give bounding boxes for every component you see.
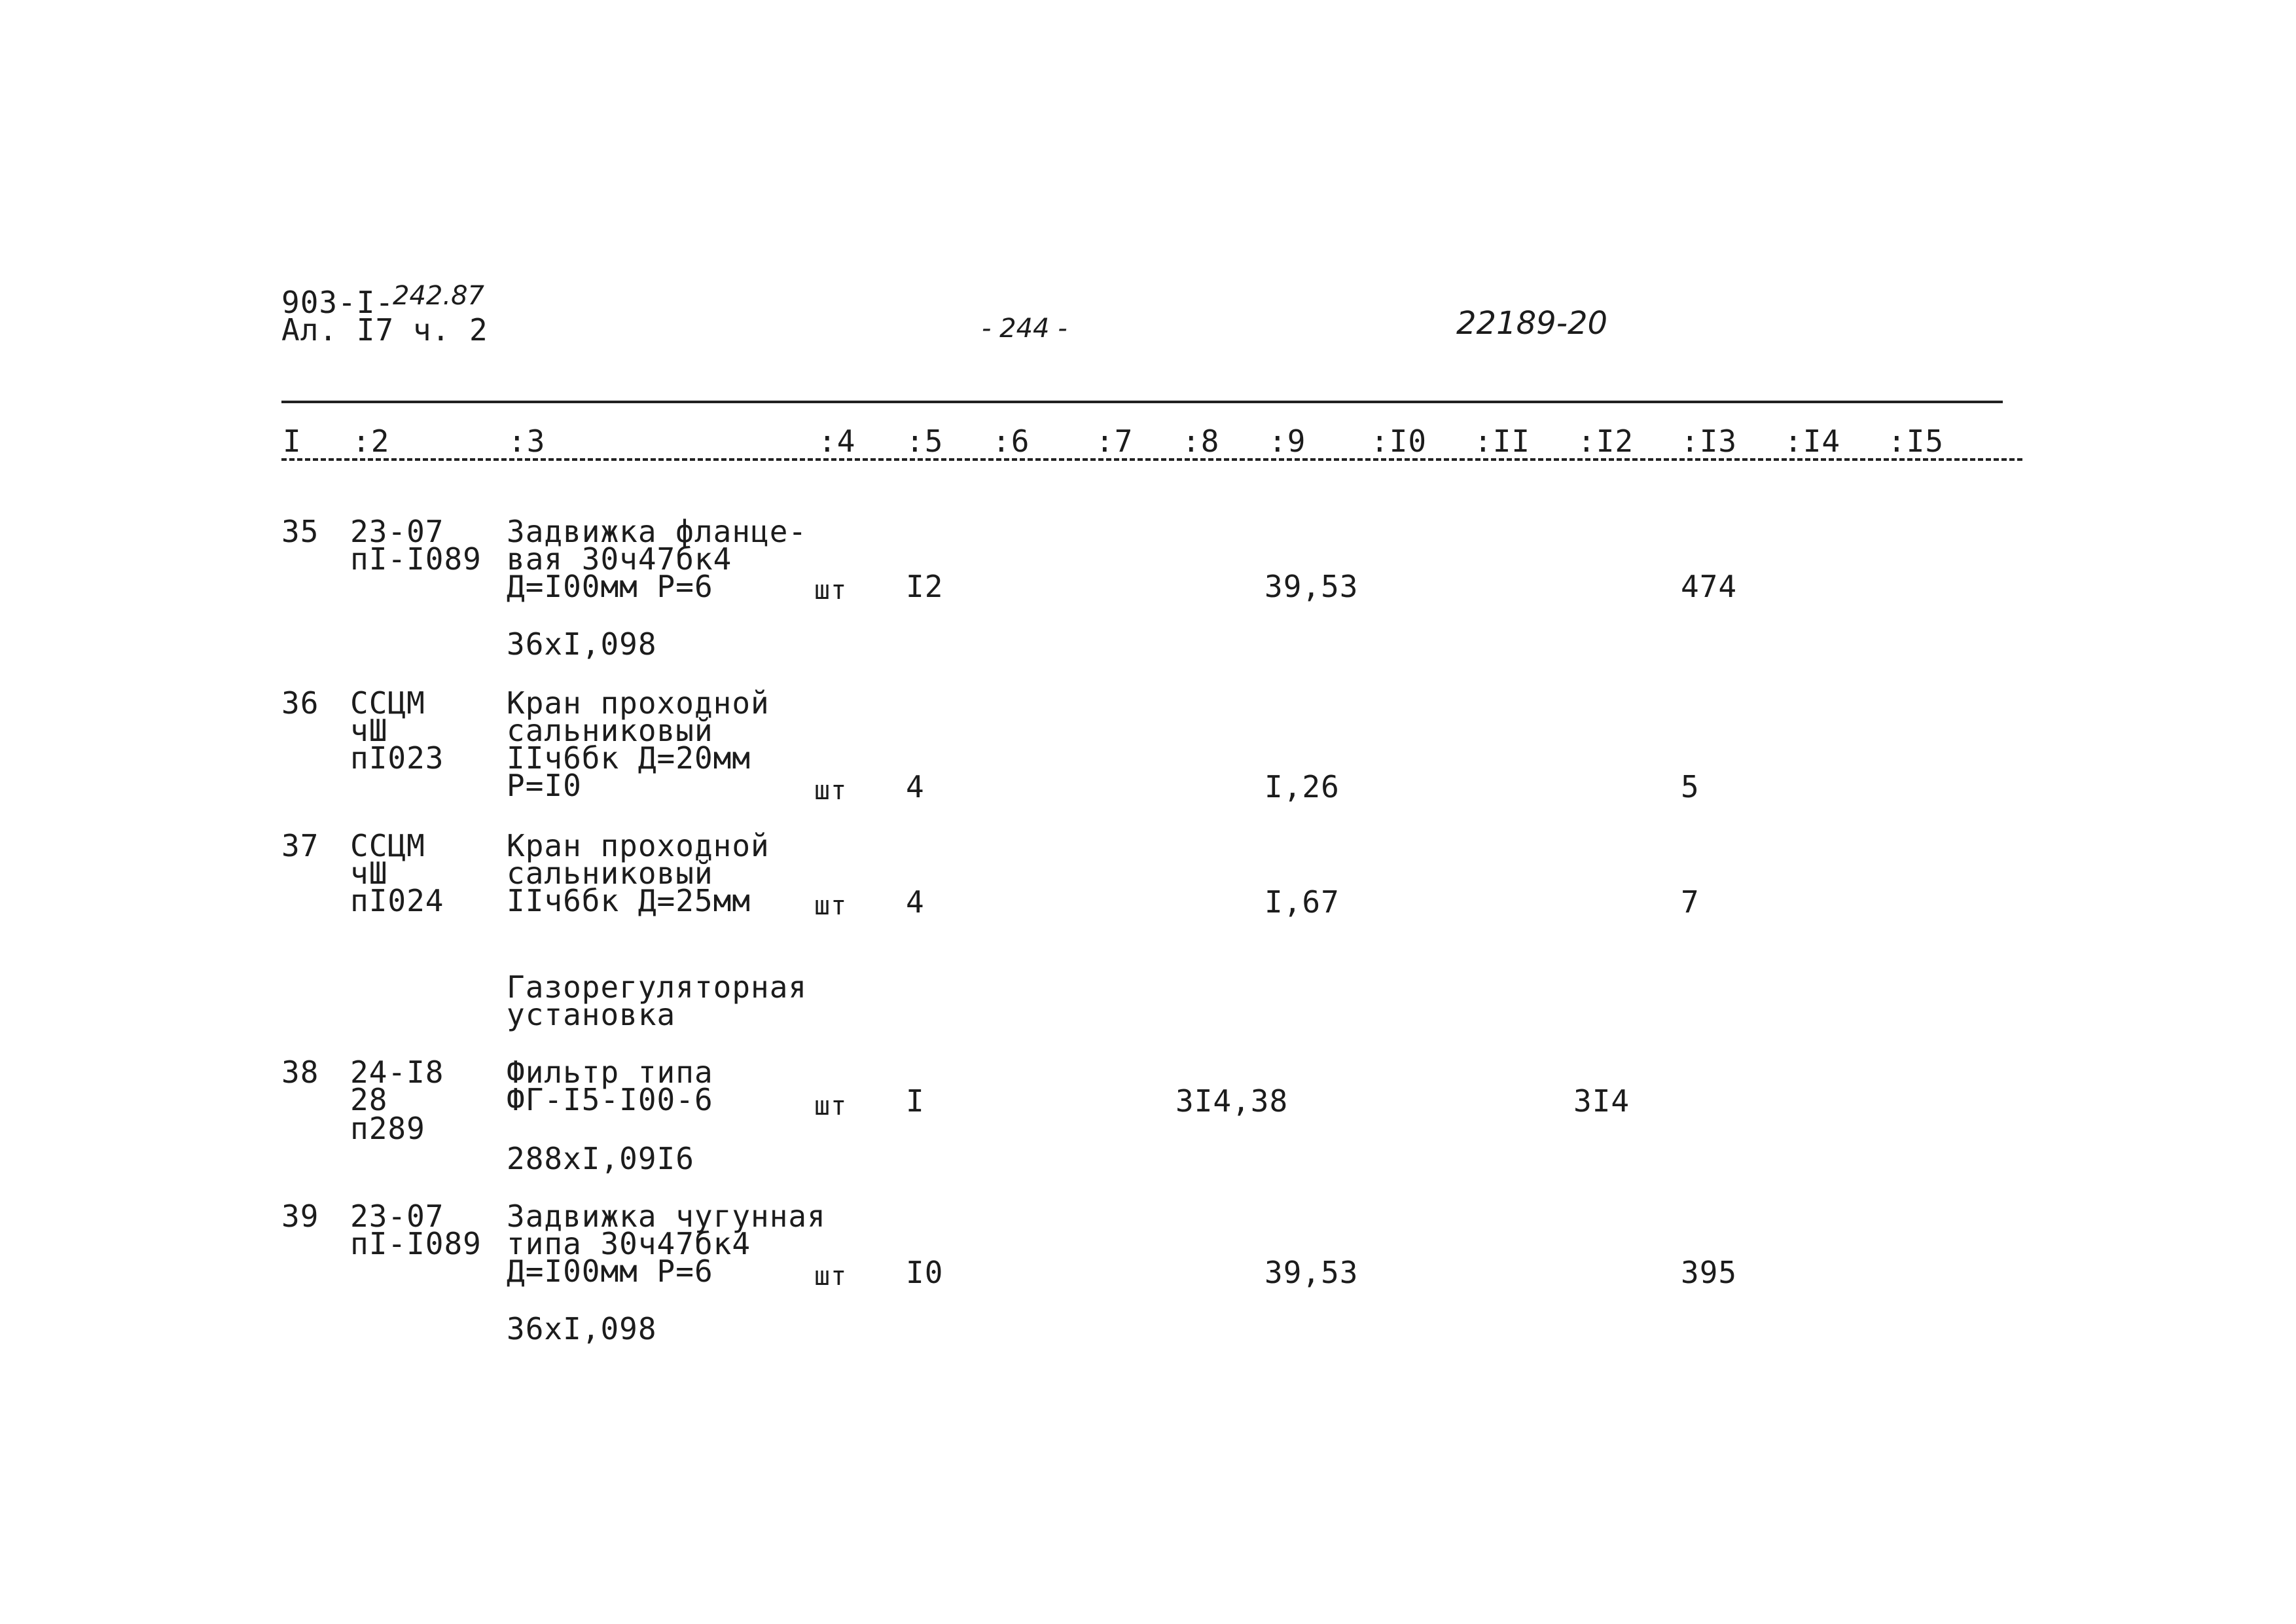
top-rule <box>281 401 2003 403</box>
row-38-calc: 288xI,09I6 <box>507 1141 694 1176</box>
row-35-desc-2: вая 30ч47бк4 <box>507 541 732 577</box>
row-37-desc-2: сальниковый <box>507 856 713 891</box>
row-39-num: 39 <box>281 1199 319 1234</box>
row-37-code-2: чШ <box>350 856 388 891</box>
row-35-col9: 39,53 <box>1265 569 1359 604</box>
section-heading-2: установка <box>507 997 676 1032</box>
col-header-3: :3 <box>508 424 546 459</box>
row-37-col13: 7 <box>1681 884 1700 920</box>
col-header-14: :I4 <box>1784 424 1841 459</box>
row-36-qty: 4 <box>906 769 925 804</box>
row-39-calc: 36xI,098 <box>507 1311 657 1346</box>
row-38-code-2: 28 <box>350 1082 388 1117</box>
row-36-unit: шт <box>814 776 848 806</box>
row-35-num: 35 <box>281 514 319 549</box>
row-37-desc-1: Кран проходной <box>507 828 770 863</box>
row-37-code-3: пI024 <box>350 883 444 918</box>
doc-code-prefix: 903-I- <box>281 285 395 320</box>
col-header-13: :I3 <box>1681 424 1738 459</box>
row-37-col9: I,67 <box>1265 884 1340 920</box>
row-36-desc-2: сальниковый <box>507 713 713 748</box>
row-35-col13: 474 <box>1681 569 1738 604</box>
row-37-desc-3: IIч6бк Д=25мм <box>507 883 751 918</box>
row-36-col9: I,26 <box>1265 769 1340 804</box>
col-header-12: :I2 <box>1577 424 1634 459</box>
row-38-col12: 3I4 <box>1573 1083 1630 1119</box>
row-39-code-1: 23-07 <box>350 1199 444 1234</box>
row-36-desc-1: Кран проходной <box>507 685 770 721</box>
row-38-col8: 3I4,38 <box>1175 1083 1289 1119</box>
col-header-6: :6 <box>992 424 1030 459</box>
registry-number: 22189-20 <box>1456 305 1608 342</box>
row-39-desc-3: Д=I00мм Р=6 <box>507 1254 713 1289</box>
col-header-8: :8 <box>1182 424 1220 459</box>
row-35-code-1: 23-07 <box>350 514 444 549</box>
row-38-num: 38 <box>281 1055 319 1090</box>
row-38-qty: I <box>906 1083 925 1119</box>
row-38-desc-1: Фильтр типа <box>507 1055 713 1090</box>
col-header-9: :9 <box>1268 424 1306 459</box>
row-35-calc: 36xI,098 <box>507 626 657 662</box>
row-36-code-2: чШ <box>350 713 388 748</box>
col-header-11: :II <box>1474 424 1531 459</box>
row-39-col13: 395 <box>1681 1255 1738 1290</box>
col-header-15: :I5 <box>1888 424 1945 459</box>
row-39-desc-1: Задвижка чугунная <box>507 1199 826 1234</box>
col-header-4: :4 <box>818 424 856 459</box>
col-header-1: I <box>283 424 302 459</box>
row-37-code-1: ССЦМ <box>350 828 425 863</box>
col-header-7: :7 <box>1096 424 1134 459</box>
row-37-unit: шт <box>814 891 848 921</box>
row-35-unit: шт <box>814 575 848 605</box>
row-39-unit: шт <box>814 1261 848 1291</box>
section-heading-1: Газорегуляторная <box>507 969 808 1005</box>
col-header-5: :5 <box>906 424 944 459</box>
page-number: - 244 - <box>982 314 1067 344</box>
album-line: Ал. I7 ч. 2 <box>281 312 488 348</box>
row-36-col13: 5 <box>1681 769 1700 804</box>
row-39-col9: 39,53 <box>1265 1255 1359 1290</box>
col-header-10: :I0 <box>1371 424 1427 459</box>
row-35-code-2: пI-I089 <box>350 541 482 577</box>
row-36-code-3: пI023 <box>350 740 444 776</box>
row-39-qty: I0 <box>906 1255 944 1290</box>
doc-code-handwritten: 242.87 <box>393 281 484 311</box>
row-38-code-1: 24-I8 <box>350 1055 444 1090</box>
row-38-code-3: п289 <box>350 1111 425 1146</box>
col-header-2: :2 <box>352 424 390 459</box>
row-36-num: 36 <box>281 685 319 721</box>
row-37-num: 37 <box>281 828 319 863</box>
row-38-unit: шт <box>814 1091 848 1121</box>
row-35-desc-1: Задвижка фланце- <box>507 514 808 549</box>
row-35-qty: I2 <box>906 569 944 604</box>
row-39-desc-2: типа 30ч47бк4 <box>507 1226 751 1261</box>
row-38-desc-2: ФГ-I5-I00-6 <box>507 1082 713 1117</box>
row-39-code-2: пI-I089 <box>350 1226 482 1261</box>
row-35-desc-3: Д=I00мм Р=6 <box>507 569 713 604</box>
row-36-desc-3: IIч6бк Д=20мм <box>507 740 751 776</box>
row-36-desc-4: Р=I0 <box>507 768 582 803</box>
row-36-code-1: ССЦМ <box>350 685 425 721</box>
row-37-qty: 4 <box>906 884 925 920</box>
